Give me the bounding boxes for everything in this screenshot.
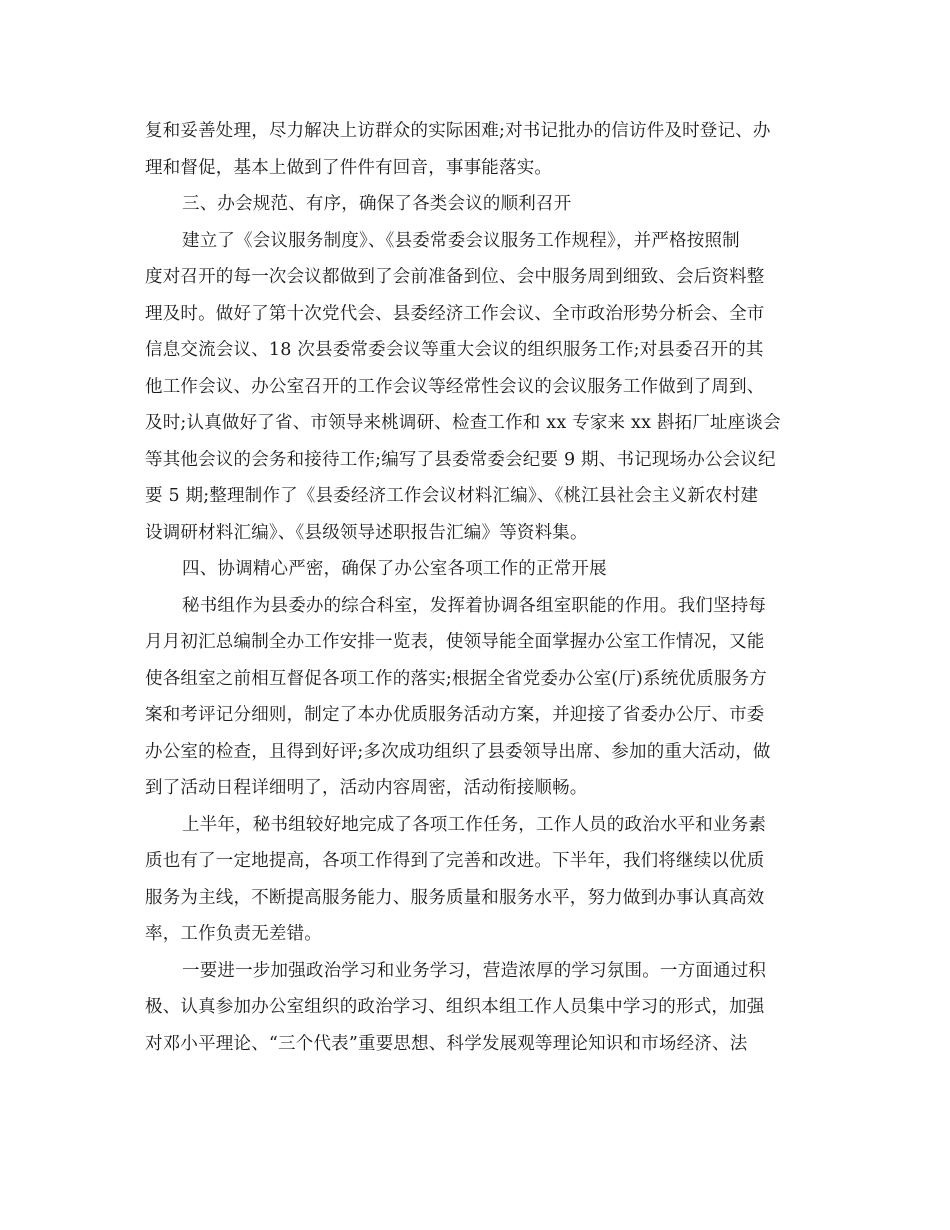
text-line: 案和考评记分细则，制定了本办优质服务活动方案，并迎接了省委办公厅、市委 (145, 705, 765, 725)
text-line: 三、办会规范、有序，确保了各类会议的顺利召开 (182, 194, 572, 214)
text-line: 对邓小平理论、“三个代表”重要思想、科学发展观等理论知识和市场经济、法 (145, 1033, 748, 1054)
text-line: 秘书组作为县委办的综合科室，发挥着协调各组室职能的作用。我们坚持每 (182, 595, 767, 616)
text-line: 建立了《会议服务制度》、《县委常委会议服务工作规程》，并严格按照制 (182, 230, 740, 251)
text-line: 度对召开的每一次会议都做到了会前准备到位、会中服务周到细致、会后资料整 (145, 267, 765, 287)
text-line: 复和妥善处理，尽力解决上访群众的实际困难;对书记批办的信访件及时登记、办 (145, 121, 771, 141)
text-line: 他工作会议、办公室召开的工作会议等经常性会议的会议服务工作做到了周到、 (145, 376, 765, 397)
text-line: 极、认真参加办公室组织的政治学习、组织本组工作人员集中学习的形式，加强 (145, 997, 765, 1017)
text-line: 及时;认真做好了省、市领导来桃调研、检查工作和 xx 专家来 xx 斟拓厂址座谈会 (145, 413, 781, 433)
text-line: 四、协调精心严密，确保了办公室各项工作的正常开展 (182, 559, 607, 579)
text-line: 理和督促，基本上做到了件件有回音，事事能落实。 (145, 157, 553, 178)
text-line: 服务为主线，不断提高服务能力、服务质量和服务水平，努力做到办事认真高效 (145, 887, 765, 908)
text-line: 要 5 期;整理制作了《县委经济工作会议材料汇编》、《桃江县社会主义新农村建 (145, 486, 759, 506)
text-line: 率，工作负责无差错。 (145, 924, 322, 944)
text-line: 质也有了一定地提高，各项工作得到了完善和改进。下半年，我们将继续以优质 (145, 851, 765, 871)
text-line: 月月初汇总编制全办工作安排一览表，使领导能全面掌握办公室工作情况，又能 (145, 632, 765, 652)
document-body (145, 113, 805, 1062)
text-line: 理及时。做好了第十次党代会、县委经济工作会议、全市政治形势分析会、全市 (145, 303, 765, 324)
text-line: 信息交流会议、18 次县委常委会议等重大会议的组织服务工作;对县委召开的其 (145, 340, 764, 360)
text-line: 到了活动日程详细明了，活动内容周密，活动衔接顺畅。 (145, 778, 588, 798)
text-line: 等其他会议的会务和接待工作;编写了县委常委会纪要 9 期、书记现场办公会议纪 (145, 449, 776, 470)
text-line: 上半年，秘书组较好地完成了各项工作任务，工作人员的政治水平和业务素 (182, 814, 767, 835)
text-line: 一要进一步加强政治学习和业务学习，营造浓厚的学习氛围。一方面通过积 (182, 960, 767, 981)
text-line: 使各组室之前相互督促各项工作的落实;根据全省党委办公室(厅)系统优质服务方 (145, 668, 767, 689)
text-line: 设调研材料汇编》、《县级领导述职报告汇编》等资料集。 (145, 522, 588, 543)
text-line: 办公室的检查，且得到好评;多次成功组织了县委领导出席、参加的重大活动，做 (145, 741, 771, 762)
